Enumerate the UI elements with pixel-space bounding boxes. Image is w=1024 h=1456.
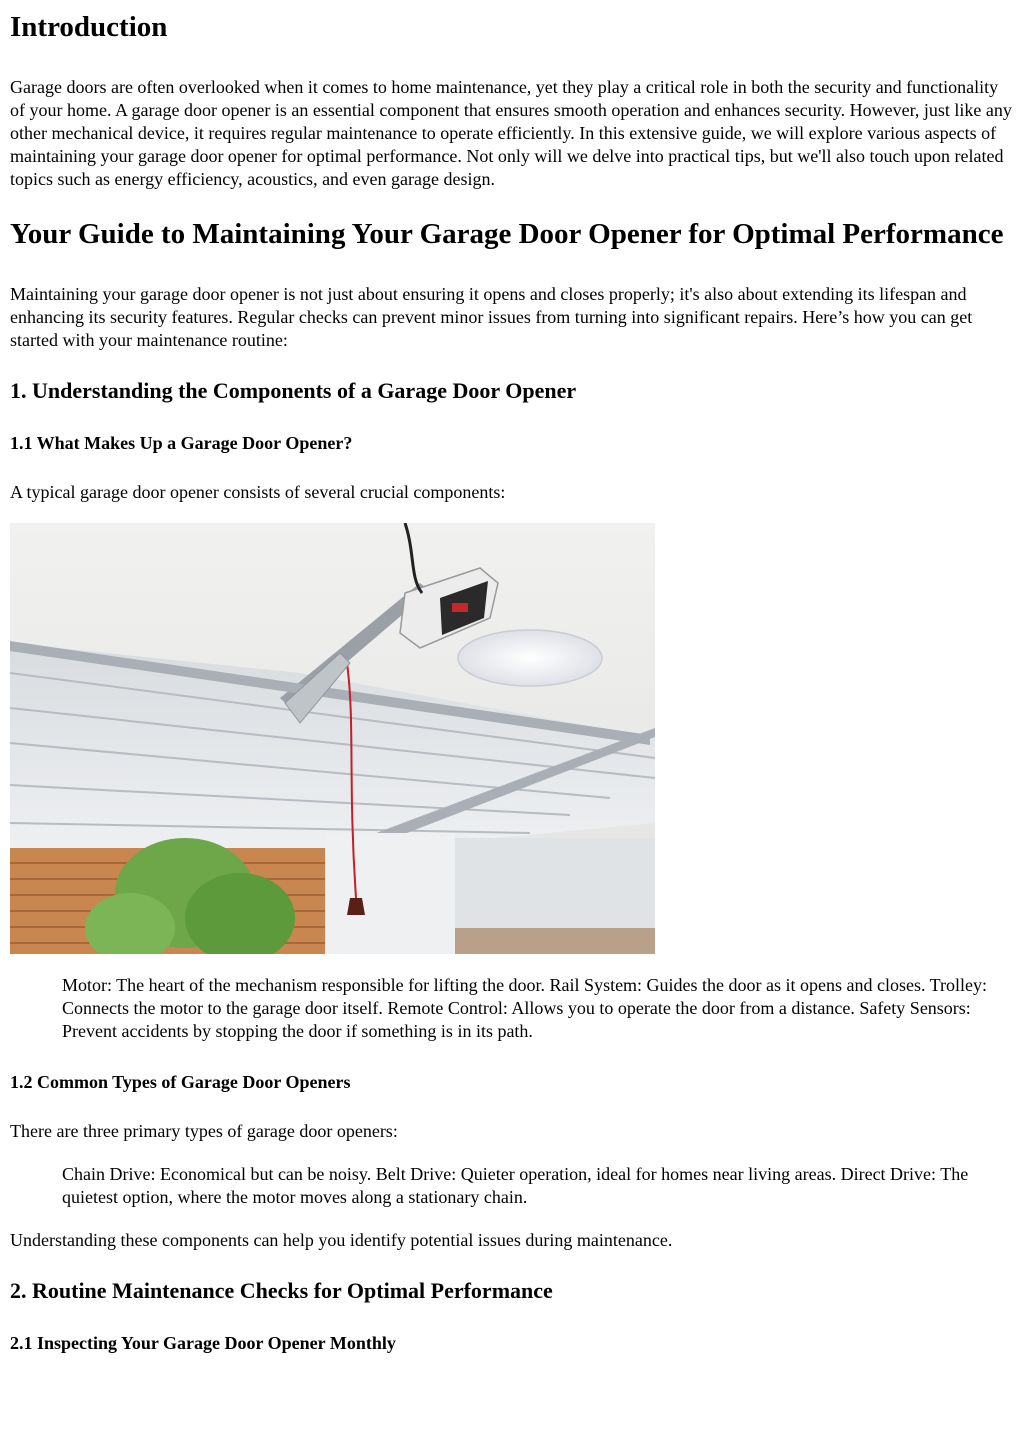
section2-heading: 2. Routine Maintenance Checks for Optimal Performance <box>10 1278 553 1303</box>
section2-1-heading: 2.1 Inspecting Your Garage Door Opener Monthly <box>10 1333 396 1353</box>
opener-types-list: Chain Drive: Economical but can be noisy. Belt Drive: Quieter operation, ideal for homes near living areas. Direct Drive: The quietest option, where the motor moves along a stationary chain. <box>62 1164 969 1207</box>
section1-2-heading: 1.2 Common Types of Garage Door Openers <box>10 1072 351 1092</box>
guide-heading: Your Guide to Maintaining Your Garage Door Opener for Optimal Performance <box>10 218 1004 250</box>
intro-heading: Introduction <box>10 11 168 43</box>
guide-paragraph: Maintaining your garage door opener is not just about ensuring it opens and closes properly; it's also about extending its lifespan and enhancing its security features. Regular checks can prevent minor issues from turning into significant repairs. Here’s how you can get started with your maintenance routine: <box>10 284 973 350</box>
intro-paragraph: Garage doors are often overlooked when it comes to home maintenance, yet they play a critical role in both the security and functionality of your home. A garage door opener is an essential component that ensures smooth operation and enhances security. However, just like any other mechanical device, it requires regular maintenance to operate efficiently. In this extensive guide, we will explore various aspects of maintaining your garage door opener for optimal performance. Not only will we delve into practical tips, but we'll also touch upon related topics such as energy efficiency, acoustics, and even garage design. <box>10 77 1012 189</box>
section1-1-heading: 1.1 What Makes Up a Garage Door Opener? <box>10 433 353 453</box>
section1-2-paragraph: There are three primary types of garage door openers: <box>10 1121 398 1141</box>
article <box>0 10 1024 1354</box>
section1-1-paragraph: A typical garage door opener consists of several crucial components: <box>10 482 506 502</box>
components-list: Motor: The heart of the mechanism responsible for lifting the door. Rail System: Guides the door as it opens and closes. Trolley: Connects the motor to the garage door itself. Remote Control: Allows you to operate the door from a distance. Safety Sensors: Prevent accidents by stopping the door if something is in its path. <box>62 975 988 1041</box>
garage-door-opener-photo <box>10 523 655 954</box>
section1-heading: 1. Understanding the Components of a Garage Door Opener <box>10 378 577 403</box>
section1-2-closing: Understanding these components can help you identify potential issues during maintenance. <box>10 1230 673 1250</box>
